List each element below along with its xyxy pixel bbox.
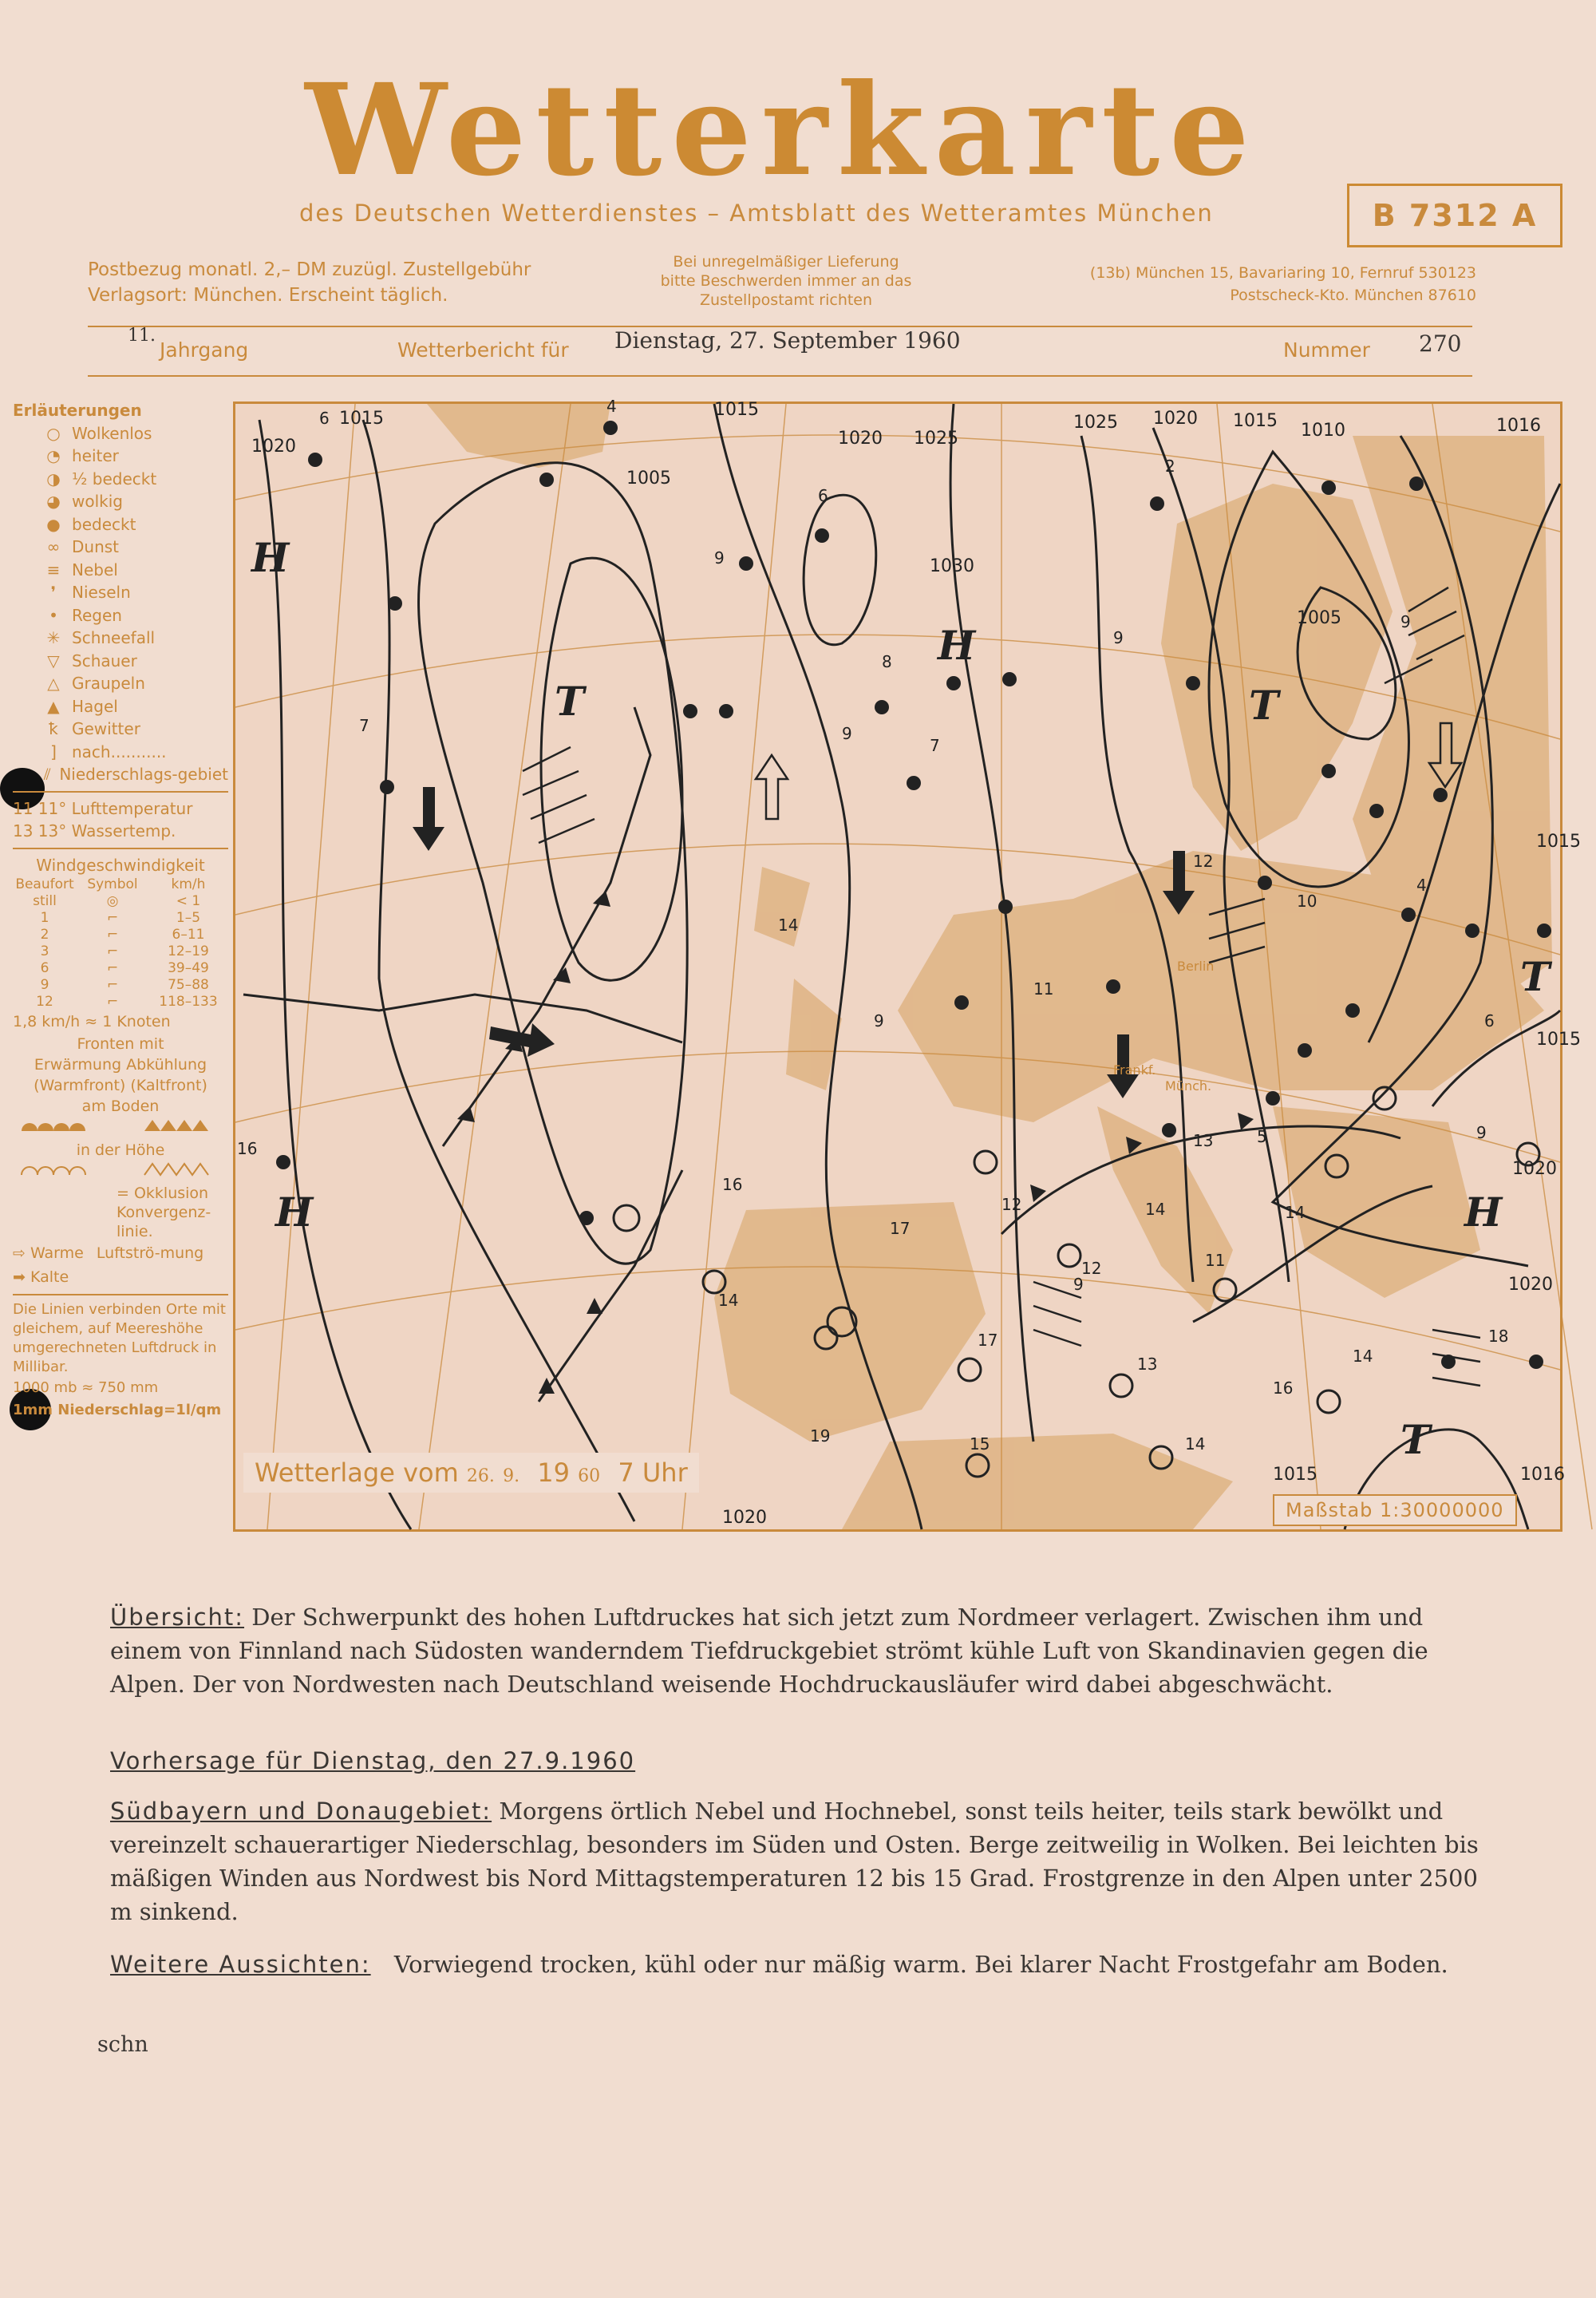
pressure-center-label: H xyxy=(275,1189,314,1236)
isobar-value: 1020 xyxy=(1512,1159,1557,1179)
svg-text:14: 14 xyxy=(1285,1203,1306,1222)
legend-item xyxy=(13,468,228,491)
pressure-center-label: T xyxy=(1400,1416,1431,1463)
warm-flow-label: Warme xyxy=(30,1244,84,1262)
legend-symbol-icon: ○ xyxy=(46,423,61,443)
region-section xyxy=(110,1794,1483,1928)
flow-label: Luftströ-mung xyxy=(96,1244,204,1262)
city-label-munich: Münch. xyxy=(1165,1078,1212,1094)
wind-cell: km/h xyxy=(171,876,206,892)
legend-item-label: Nebel xyxy=(72,560,118,579)
pressure-center-label: T xyxy=(555,678,585,725)
legend-item xyxy=(13,422,228,445)
legend-divider xyxy=(13,791,228,793)
isobar-value: 1016 xyxy=(1520,1465,1565,1485)
legend-item xyxy=(13,650,228,673)
svg-text:11: 11 xyxy=(1033,979,1054,999)
isobar-note: Die Linien verbinden Orte mit gleichem, auf Meereshöhe umgerechneten Luftdruck in Millibar. xyxy=(13,1300,226,1375)
report-date: Dienstag, 27. September 1960 xyxy=(614,327,961,354)
fronts-types: (Warmfront) (Kaltfront) xyxy=(34,1076,207,1094)
legend-symbol-icon: ◑ xyxy=(46,469,61,488)
region-text: Morgens örtlich Nebel und Hochnebel, sonst teils heiter, teils stark bewölkt und vereinzelt schauerartiger Niederschlag, besonders im Süden und Osten. Berge zeitweilig in Wolken. Bei leichten bis mäßigen Winden aus Nordwest bis Nord Mittagstemperaturen 12 bis 15 Grad. Frostgrenze in den Alpen unter 2500 m sinkend. xyxy=(110,1798,1479,1925)
svg-text:17: 17 xyxy=(890,1219,911,1238)
outlook-label: Weitere Aussichten: xyxy=(110,1951,371,1978)
legend-symbol-icon: ◔ xyxy=(46,446,61,465)
complaint-line-2: bitte Beschwerden immer an das xyxy=(660,272,912,290)
legend-symbol-icon: ▲ xyxy=(47,696,60,716)
wind-cell: 6 xyxy=(40,960,49,976)
svg-text:4: 4 xyxy=(606,397,617,416)
legend-symbol-icon: • xyxy=(49,605,58,625)
svg-text:14: 14 xyxy=(778,916,799,935)
legend-symbol-icon: ◕ xyxy=(46,492,61,511)
legend-item-label: Graupeln xyxy=(72,674,145,693)
svg-text:6: 6 xyxy=(818,486,828,505)
outlook-section xyxy=(110,1948,1483,1981)
svg-text:19: 19 xyxy=(810,1426,831,1446)
wind-cell: ⌐ xyxy=(106,927,119,943)
wind-cell: ◎ xyxy=(106,893,119,909)
legend-symbol-icon: ⫽ xyxy=(43,765,51,784)
legend-item xyxy=(13,445,228,468)
complaint-info xyxy=(654,252,918,310)
volume-label: Jahrgang xyxy=(160,338,249,362)
isobar-value: 1016 xyxy=(1496,416,1541,436)
svg-text:14: 14 xyxy=(1353,1347,1373,1366)
overview-text: Der Schwerpunkt des hohen Luftdruckes hat sich jetzt zum Nordmeer verlagert. Zwischen ihm und einem von Finnland nach Südosten wanderndem Tiefdruckgebiet strömt kühle Luft von Skandinavien gegen die Alpen. Der von Nordwesten nach Deutschland weisende Hochdruckausläufer wird dabei abgeschwächt. xyxy=(110,1604,1428,1698)
legend-item-label: ½ bedeckt xyxy=(72,469,157,488)
subscription-info xyxy=(88,257,531,308)
wind-cell: 1 xyxy=(40,910,49,926)
front-symbols-ground xyxy=(17,1117,224,1134)
rain-conversion: 1mm Niederschlag=1l/qm xyxy=(13,1402,222,1418)
legend-item xyxy=(13,763,228,786)
legend-symbol-icon: ● xyxy=(46,514,61,534)
cold-arrow-icon: ➡ xyxy=(13,1268,26,1286)
svg-text:5: 5 xyxy=(1257,1127,1267,1146)
isobar-value: 1005 xyxy=(626,469,671,488)
legend-item xyxy=(13,741,228,764)
map-legend xyxy=(13,399,228,1422)
legend-symbol-icon: ] xyxy=(50,742,57,761)
svg-text:7: 7 xyxy=(930,736,940,755)
svg-text:14: 14 xyxy=(1185,1434,1206,1454)
legend-item xyxy=(13,513,228,536)
pressure-center-label: T xyxy=(1249,682,1279,729)
wind-row xyxy=(13,876,228,893)
pressure-center-label: H xyxy=(938,622,976,669)
legend-item xyxy=(13,536,228,559)
subscription-line-2: Verlagsort: München. Erscheint täglich. xyxy=(88,285,448,306)
isobar-value: 1020 xyxy=(722,1508,767,1528)
legend-divider xyxy=(13,1294,228,1295)
legend-item xyxy=(13,627,228,650)
map-caption-year: 60 xyxy=(578,1466,601,1486)
complaint-line-3: Zustellpostamt richten xyxy=(699,291,873,309)
svg-text:15: 15 xyxy=(970,1434,990,1454)
pressure-center-label: H xyxy=(1464,1189,1503,1236)
wind-title: Windgeschwindigkeit xyxy=(36,855,205,875)
fronts-ground: am Boden xyxy=(81,1097,160,1115)
svg-text:12: 12 xyxy=(1081,1259,1102,1278)
pressure-conversion: 1000 mb ≈ 750 mm xyxy=(13,1378,159,1396)
legend-item-label: Dunst xyxy=(72,537,120,556)
warm-arrow-icon: ⇨ xyxy=(13,1244,26,1262)
wind-cell: 75–88 xyxy=(168,977,209,993)
isobar-value: 1025 xyxy=(1073,413,1118,433)
flow-row xyxy=(13,1241,228,1289)
svg-text:16: 16 xyxy=(1273,1378,1294,1398)
subscription-line-1: Postbezug monatl. 2,– DM zuzügl. Zustellgebühr xyxy=(88,259,531,280)
masthead-subtitle: des Deutschen Wetterdienstes – Amtsblatt des Wetteramtes München xyxy=(299,200,1214,227)
svg-text:18: 18 xyxy=(1488,1327,1509,1346)
svg-text:9: 9 xyxy=(842,724,852,743)
legend-item xyxy=(13,490,228,513)
legend-item xyxy=(13,718,228,741)
isobar-value: 1015 xyxy=(1233,411,1278,431)
wind-row xyxy=(13,994,228,1011)
legend-item-label: Gewitter xyxy=(72,719,140,738)
volume-number: 11. xyxy=(128,326,156,346)
isobar-value: 1015 xyxy=(1536,1030,1581,1050)
fronts-subtitle: Erwärmung Abkühlung xyxy=(34,1055,207,1074)
wind-cell: 9 xyxy=(40,977,49,993)
legend-item-label: bedeckt xyxy=(72,514,136,534)
legend-symbol-icon: ∞ xyxy=(46,537,61,556)
wind-cell: 6–11 xyxy=(172,927,205,943)
legend-item-label: wolkig xyxy=(72,492,123,511)
legend-item xyxy=(13,695,228,718)
wind-cell: Symbol xyxy=(87,876,138,892)
svg-text:9: 9 xyxy=(1073,1275,1084,1294)
isobar-value: 1015 xyxy=(1273,1465,1317,1485)
legend-item-label: Schauer xyxy=(72,651,137,670)
svg-text:7: 7 xyxy=(359,716,369,735)
legend-symbol-icon: ≡ xyxy=(46,560,61,579)
wind-row xyxy=(13,977,228,994)
legend-temp-water: 13 13° Wassertemp. xyxy=(13,821,176,840)
legend-item xyxy=(13,604,228,627)
overview-label: Übersicht: xyxy=(110,1604,245,1631)
svg-text:16: 16 xyxy=(237,1139,258,1158)
fronts-block xyxy=(13,1034,228,1184)
pressure-center-label: H xyxy=(251,534,290,581)
region-label: Südbayern und Donaugebiet: xyxy=(110,1798,492,1825)
wind-cell: ⌐ xyxy=(106,977,119,993)
isobar-value: 1020 xyxy=(251,437,296,457)
wind-cell: ⌐ xyxy=(106,943,119,959)
isobar-value: 1015 xyxy=(339,409,384,429)
map-scale: Maßstab 1:30000000 xyxy=(1273,1494,1517,1526)
wind-row xyxy=(13,943,228,960)
svg-text:12: 12 xyxy=(1193,852,1214,871)
svg-text:13: 13 xyxy=(1193,1131,1214,1150)
svg-text:17: 17 xyxy=(978,1331,998,1350)
isobar-value: 1005 xyxy=(1297,608,1341,628)
legend-item-label: nach........... xyxy=(72,742,167,761)
city-label-berlin: Berlin xyxy=(1177,959,1215,974)
occlusion-label: = Okklusion xyxy=(117,1184,209,1202)
pressure-center-label: T xyxy=(1520,953,1551,1000)
isobar-value: 1020 xyxy=(1508,1275,1553,1295)
wind-cell: ⌐ xyxy=(106,994,119,1010)
fronts-title: Fronten mit xyxy=(77,1034,164,1053)
isobar-value: 1015 xyxy=(714,400,759,420)
svg-text:2: 2 xyxy=(1165,457,1175,476)
fronts-height: in der Höhe xyxy=(76,1141,165,1159)
forecast-label: Vorhersage für Dienstag, den 27.9.1960 xyxy=(110,1747,636,1774)
map-caption-time: 7 Uhr xyxy=(618,1458,688,1488)
header-rule-bottom xyxy=(88,375,1472,377)
svg-text:6: 6 xyxy=(1484,1011,1495,1030)
map-caption-year-prefix: 19 xyxy=(537,1458,570,1488)
wind-cell: 118–133 xyxy=(159,994,218,1010)
complaint-line-1: Bei unregelmäßiger Lieferung xyxy=(673,253,899,271)
isobar-value: 1025 xyxy=(914,429,958,449)
svg-text:14: 14 xyxy=(718,1291,739,1310)
publication-code: B 7312 A xyxy=(1347,184,1562,247)
occlusion-row xyxy=(13,1184,228,1241)
wind-cell: ⌐ xyxy=(106,960,119,976)
weather-map-drawing xyxy=(235,397,1581,1529)
front-symbols-height xyxy=(17,1161,224,1178)
isobar-value: 1010 xyxy=(1301,421,1345,441)
legend-item xyxy=(13,559,228,582)
legend-symbol-icon: ꝁ xyxy=(49,719,58,738)
legend-symbol-icon: ✳ xyxy=(46,628,61,647)
wind-row xyxy=(13,910,228,927)
overview-section xyxy=(110,1600,1483,1701)
signature: schn xyxy=(97,2032,148,2057)
isobar-value: 1030 xyxy=(930,556,974,576)
isobar-value: 1015 xyxy=(1536,832,1581,852)
svg-text:9: 9 xyxy=(1476,1123,1487,1142)
map-caption-label: Wetterlage vom xyxy=(255,1458,459,1488)
map-caption-month: 9. xyxy=(503,1466,520,1486)
address-info xyxy=(1029,262,1476,307)
report-label: Wetterbericht für xyxy=(397,338,569,362)
legend-item-label: Niederschlags-gebiet xyxy=(59,765,228,784)
issue-number: 270 xyxy=(1419,330,1462,357)
legend-item xyxy=(13,672,228,695)
map-caption xyxy=(243,1453,699,1493)
svg-text:13: 13 xyxy=(1137,1355,1158,1374)
legend-temp-air: 11 11° Lufttemperatur xyxy=(13,798,193,818)
svg-text:14: 14 xyxy=(1145,1200,1166,1219)
legend-item xyxy=(13,581,228,604)
masthead-title: Wetterkarte xyxy=(305,57,1259,204)
svg-text:8: 8 xyxy=(882,652,892,671)
legend-item-label: Wolkenlos xyxy=(72,423,152,443)
wind-table xyxy=(13,876,228,1011)
isobar-value: 1020 xyxy=(1153,409,1198,429)
convergence-label: Konvergenz-linie. xyxy=(117,1203,211,1240)
legend-item-label: Hagel xyxy=(72,696,118,716)
wind-cell: 1–5 xyxy=(176,910,201,926)
svg-text:4: 4 xyxy=(1416,876,1427,895)
wind-cell: < 1 xyxy=(176,893,201,909)
address-line-1: (13b) München 15, Bavariaring 10, Fernruf 530123 xyxy=(1089,264,1476,282)
legend-title: Erläuterungen xyxy=(13,401,142,420)
legend-divider xyxy=(13,848,228,849)
wind-cell: still xyxy=(33,893,57,909)
legend-items xyxy=(13,422,228,786)
wind-cell: 3 xyxy=(40,943,49,959)
wind-cell: Beaufort xyxy=(15,876,74,892)
wind-cell: 12–19 xyxy=(168,943,209,959)
svg-text:6: 6 xyxy=(319,409,330,428)
wind-conversion: 1,8 km/h ≈ 1 Knoten xyxy=(13,1013,171,1030)
legend-symbol-icon: ▽ xyxy=(47,651,60,670)
wind-cell: 12 xyxy=(36,994,53,1010)
forecast-heading xyxy=(110,1744,1483,1778)
legend-item-label: Nieseln xyxy=(72,583,131,602)
wind-row xyxy=(13,960,228,977)
issue-label: Nummer xyxy=(1283,338,1370,362)
legend-item-label: heiter xyxy=(72,446,119,465)
svg-text:9: 9 xyxy=(874,1011,884,1030)
svg-text:10: 10 xyxy=(1297,892,1317,911)
wind-cell: ⌐ xyxy=(106,910,119,926)
city-label-frankfurt: Frankf. xyxy=(1113,1062,1156,1078)
legend-item-label: Schneefall xyxy=(72,628,156,647)
wind-cell: 39–49 xyxy=(168,960,209,976)
legend-symbol-icon: △ xyxy=(47,674,60,693)
address-line-2: Postscheck-Kto. München 87610 xyxy=(1230,287,1476,304)
legend-item-label: Regen xyxy=(72,605,122,625)
cold-flow-label: Kalte xyxy=(30,1268,69,1286)
wind-row xyxy=(13,893,228,910)
wind-cell: 2 xyxy=(40,927,49,943)
wind-row xyxy=(13,927,228,943)
svg-text:9: 9 xyxy=(1400,612,1411,631)
svg-text:16: 16 xyxy=(722,1175,743,1194)
svg-text:11: 11 xyxy=(1205,1251,1226,1270)
map-caption-day: 26. xyxy=(466,1466,495,1486)
svg-text:9: 9 xyxy=(1113,628,1124,647)
weather-map xyxy=(233,397,1581,1532)
legend-symbol-icon: ❜ xyxy=(50,583,57,602)
svg-text:12: 12 xyxy=(1001,1195,1022,1214)
outlook-text: Vorwiegend trocken, kühl oder nur mäßig warm. Bei klarer Nacht Frostgefahr am Boden. xyxy=(393,1951,1448,1978)
isobar-value: 1020 xyxy=(838,429,883,449)
land-masses xyxy=(427,404,1552,1529)
svg-text:9: 9 xyxy=(714,548,725,568)
